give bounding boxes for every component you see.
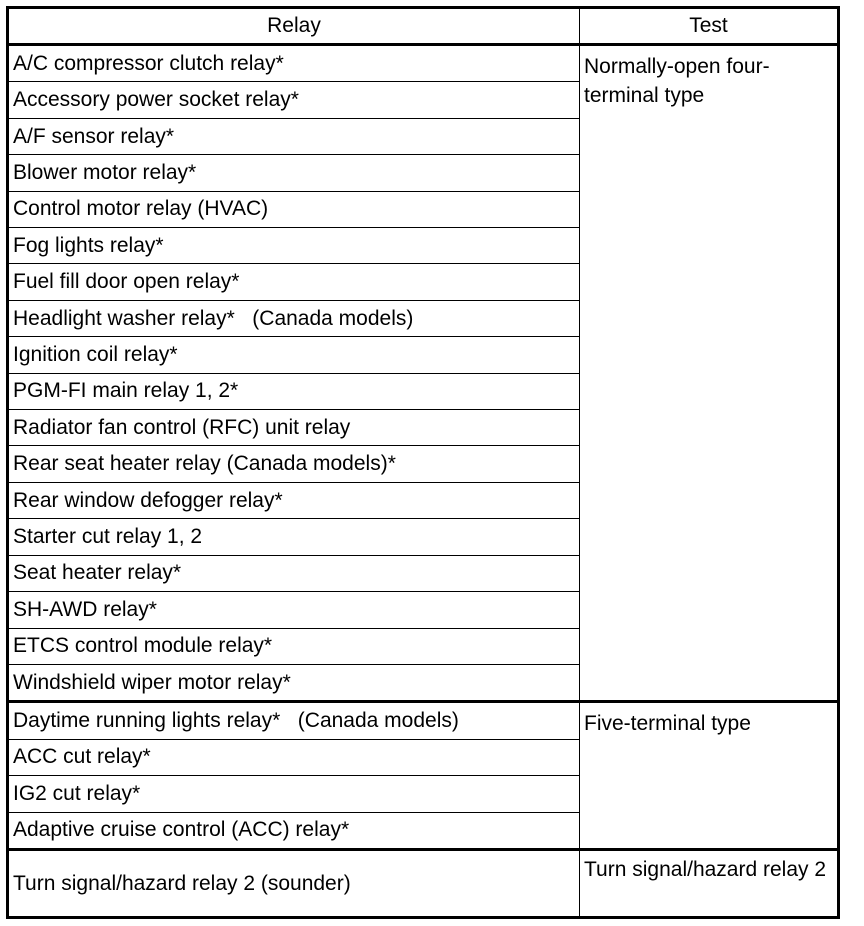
test-cell: Five-terminal type	[580, 702, 839, 850]
test-cell: Turn signal/hazard relay 2	[580, 850, 839, 918]
relay-cell: Fuel fill door open relay*	[8, 264, 580, 300]
relay-cell: Fog lights relay*	[8, 228, 580, 264]
relay-cell: Rear window defogger relay*	[8, 482, 580, 518]
relay-column-header: Relay	[8, 8, 580, 45]
relay-cell: ACC cut relay*	[8, 739, 580, 775]
test-column-header: Test	[580, 8, 839, 45]
relay-cell: Control motor relay (HVAC)	[8, 191, 580, 227]
test-cell: Normally-open four-terminal type	[580, 45, 839, 702]
table-row	[8, 702, 839, 739]
table-row	[8, 850, 839, 918]
relay-cell: A/F sensor relay*	[8, 118, 580, 154]
relay-cell: A/C compressor clutch relay*	[8, 45, 580, 82]
relay-cell: SH-AWD relay*	[8, 592, 580, 628]
table-row	[8, 45, 839, 82]
relay-cell: ETCS control module relay*	[8, 628, 580, 664]
relay-cell: Blower motor relay*	[8, 155, 580, 191]
relay-cell: Ignition coil relay*	[8, 337, 580, 373]
relay-cell: Headlight washer relay* (Canada models)	[8, 300, 580, 336]
header-row	[8, 8, 839, 45]
relay-test-table	[6, 6, 840, 919]
relay-cell: PGM-FI main relay 1, 2*	[8, 373, 580, 409]
relay-cell: Seat heater relay*	[8, 555, 580, 591]
relay-cell: Adaptive cruise control (ACC) relay*	[8, 812, 580, 849]
relay-cell: IG2 cut relay*	[8, 776, 580, 812]
relay-cell: Daytime running lights relay* (Canada models)	[8, 702, 580, 739]
relay-cell: Rear seat heater relay (Canada models)*	[8, 446, 580, 482]
relay-cell: Windshield wiper motor relay*	[8, 664, 580, 701]
relay-cell: Radiator fan control (RFC) unit relay	[8, 410, 580, 446]
relay-cell: Starter cut relay 1, 2	[8, 519, 580, 555]
relay-cell: Turn signal/hazard relay 2 (sounder)	[8, 850, 580, 918]
relay-cell: Accessory power socket relay*	[8, 82, 580, 118]
